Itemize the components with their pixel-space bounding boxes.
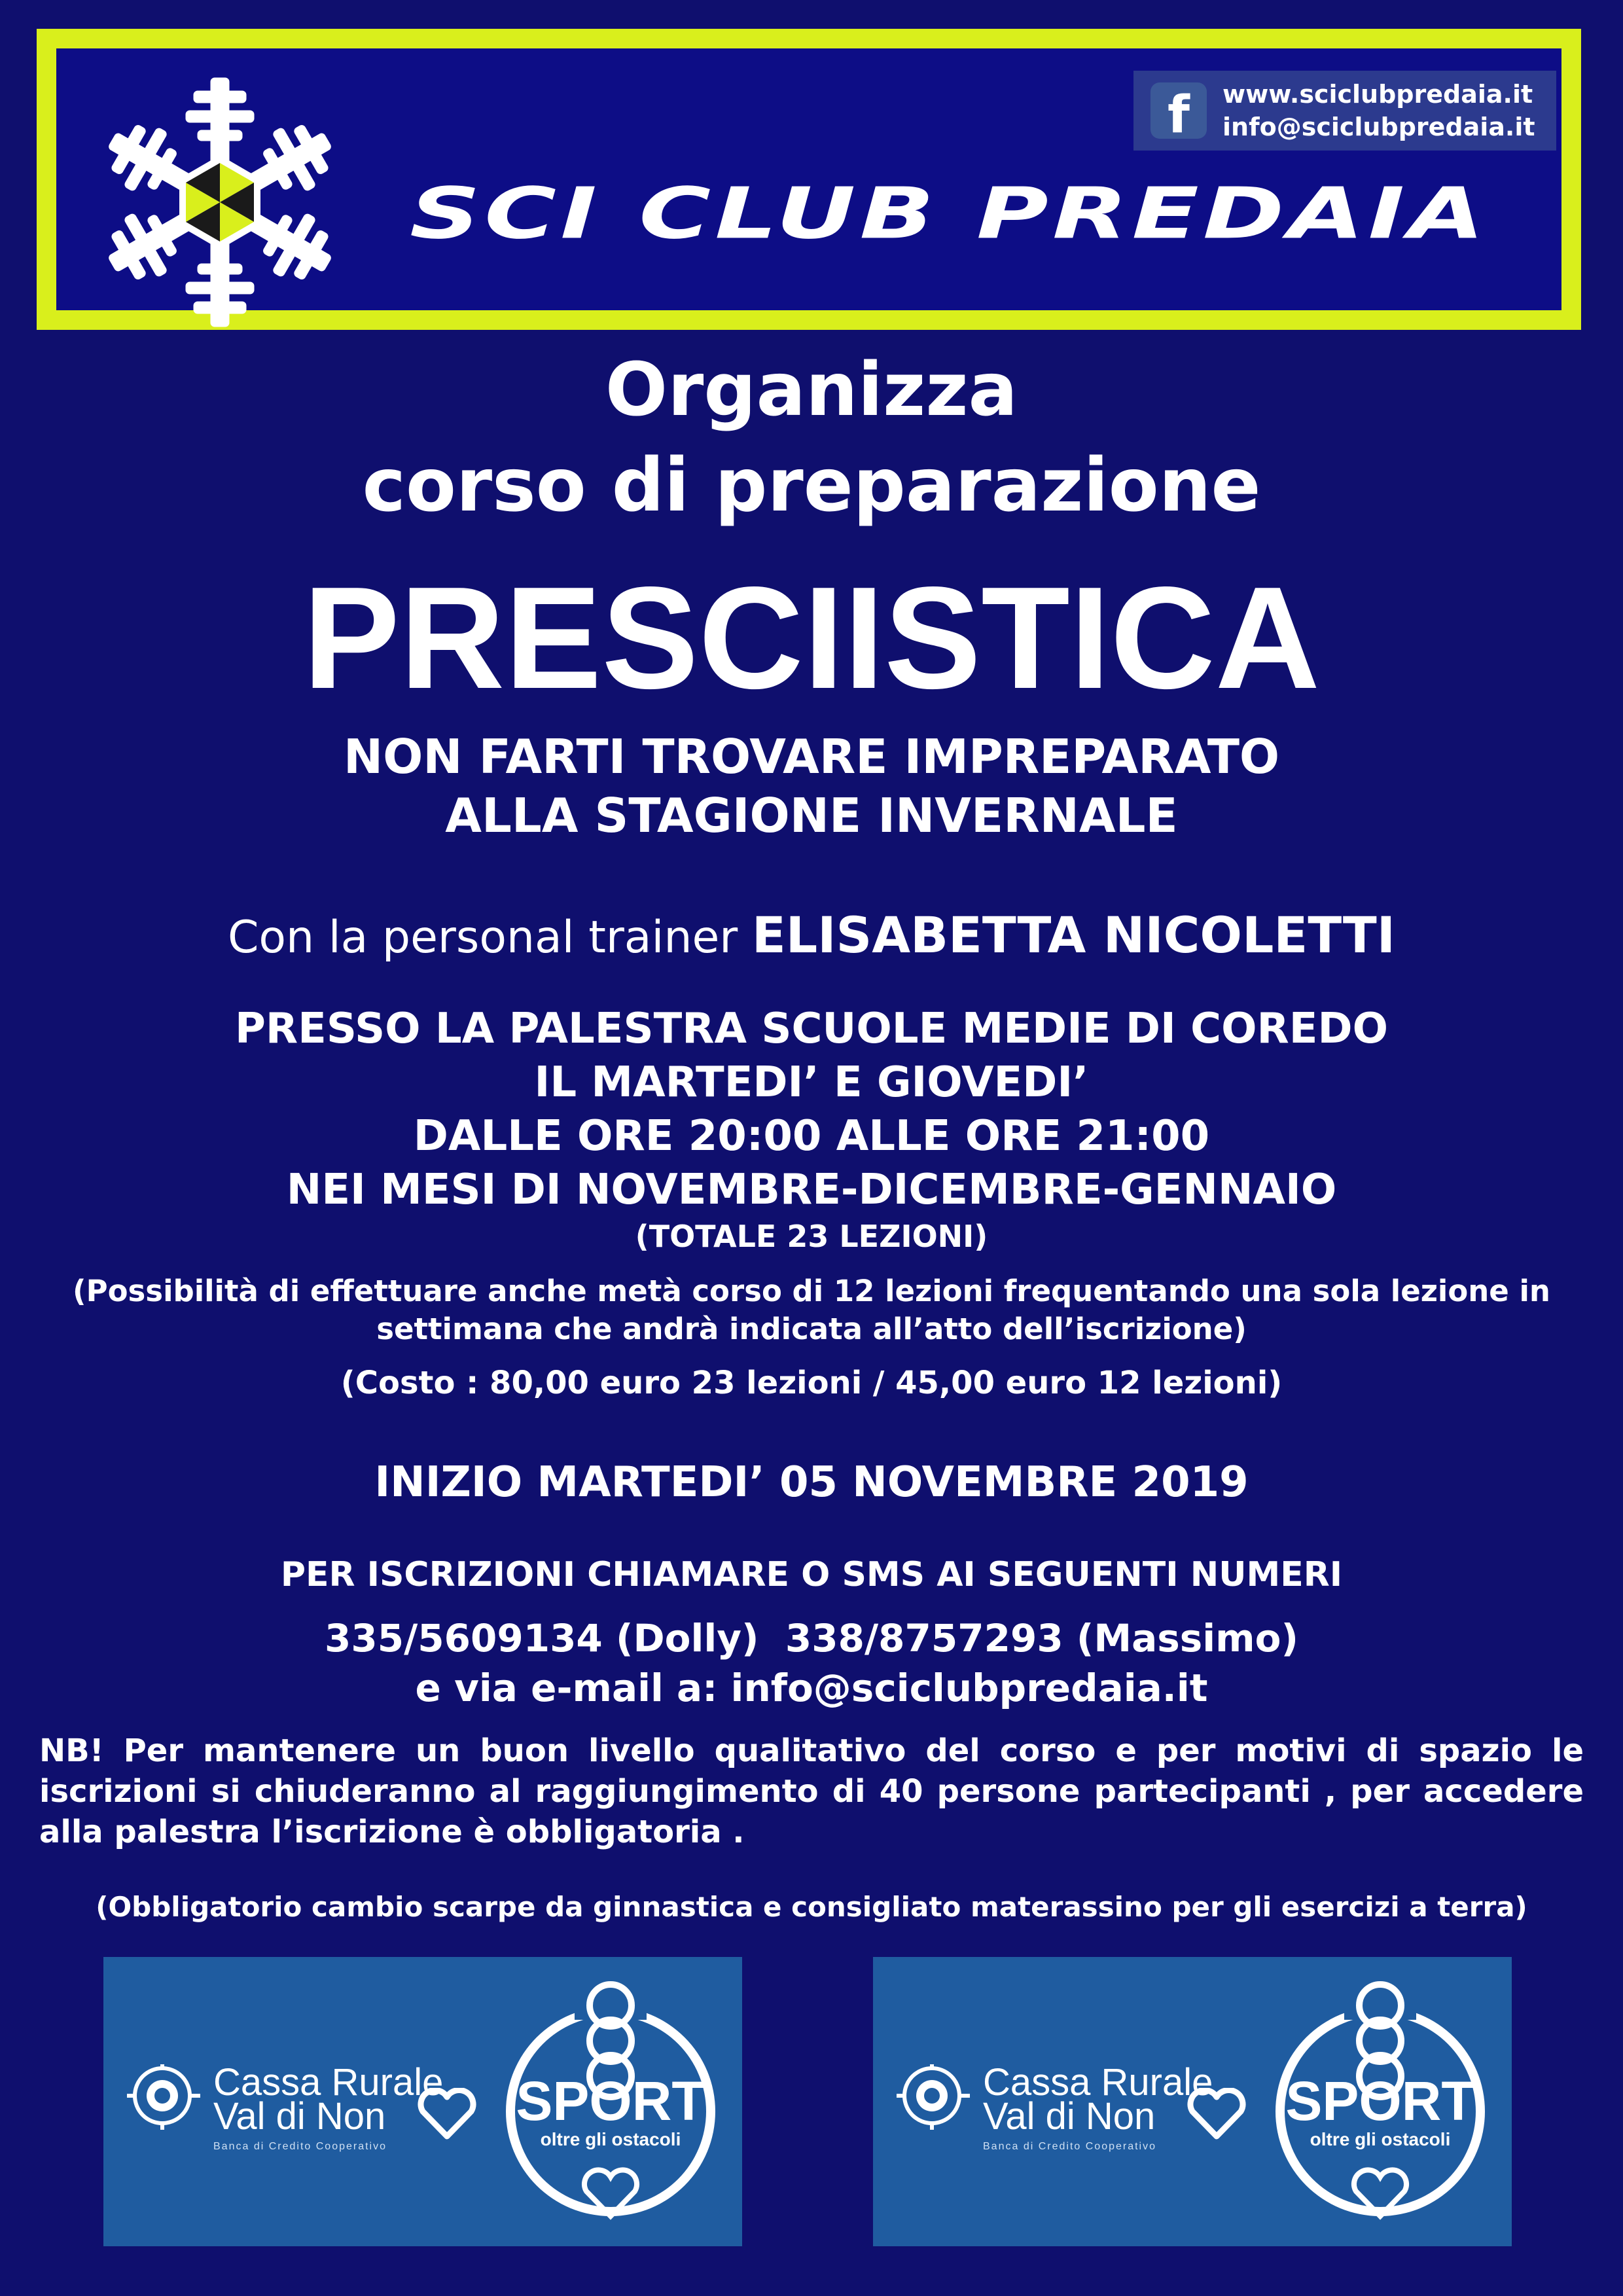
sport-tagline: oltre gli ostacoli [1310, 2129, 1451, 2149]
schedule-months: NEI MESI DI NOVEMBRE-DICEMBRE-GENNAIO [286, 1166, 1337, 1214]
sponsor-panel-left [103, 1957, 742, 2246]
footnote: (Obbligatorio cambio scarpe da ginnastica e consigliato materassino per gli esercizi a terra) [96, 1891, 1527, 1923]
sport-word: SPORT [1285, 2070, 1475, 2132]
cost-line: (Costo : 80,00 euro 23 lezioni / 45,00 euro 12 lezioni) [340, 1365, 1283, 1401]
schedule-place: PRESSO LA PALESTRA SCUOLE MEDIE DI COREDO [234, 1005, 1389, 1053]
header-banner [37, 29, 1581, 330]
schedule-days: IL MARTEDI’ E GIOVEDI’ [534, 1058, 1089, 1107]
header-banner-inner [56, 48, 1561, 310]
subtitle-line-2: ALLA STAGIONE INVERNALE [445, 788, 1178, 843]
heart-icon [418, 2088, 476, 2140]
bank-name-line-1: Cassa Rurale [983, 2061, 1213, 2104]
bank-name-line-2: Val di Non [213, 2095, 386, 2138]
cassa-rurale-emblem-icon [122, 2062, 207, 2134]
page-title: PRESCIISTICA [302, 557, 1321, 719]
website-link[interactable]: www.sciclubpredaia.it [1222, 80, 1533, 109]
registration-phones[interactable]: 335/5609134 (Dolly) 338/8757293 (Massimo) [325, 1616, 1298, 1660]
cassa-rurale-logo [891, 2062, 1245, 2193]
cassa-rurale-logo [122, 2062, 475, 2193]
bank-tagline: Banca di Credito Cooperativo [213, 2141, 387, 2152]
registration-email[interactable]: e via e-mail a: info@sciclubpredaia.it [415, 1666, 1208, 1710]
note-paragraph: NB! Per mantenere un buon livello qualitativo del corso e per motivi di spazio le iscrizioni si chiuderanno al raggiungimento di 40 persone partecipanti , per accedere alla palestra l’iscrizione è obbligatoria . [39, 1732, 1584, 1850]
email-link[interactable]: info@sciclubpredaia.it [1222, 113, 1535, 141]
subtitle-line-1: NON FARTI TROVARE IMPREPARATO [343, 729, 1280, 784]
schedule-hours: DALLE ORE 20:00 ALLE ORE 21:00 [413, 1112, 1210, 1160]
contact-box [1133, 71, 1556, 151]
heading-organizza: Organizza [605, 348, 1018, 433]
cassa-rurale-emblem-icon [891, 2062, 976, 2134]
trainer-name: ELISABETTA NICOLETTI [751, 906, 1396, 964]
club-title: SCI CLUB PREDAIA [410, 173, 1489, 255]
bank-name-line-2: Val di Non [983, 2095, 1156, 2138]
sponsor-panel-right [873, 1957, 1512, 2246]
trainer-line [0, 906, 1623, 967]
start-date: INIZIO MARTEDI’ 05 NOVEMBRE 2019 [374, 1458, 1249, 1507]
facebook-icon[interactable]: f [1150, 82, 1207, 139]
sport-tagline: oltre gli ostacoli [540, 2129, 681, 2149]
option-line-1: (Possibilità di effettuare anche metà corso di 12 lezioni frequentando una sola lezione in [73, 1274, 1550, 1308]
heading-corso: corso di preparazione [362, 443, 1261, 528]
bank-tagline: Banca di Credito Cooperativo [983, 2141, 1157, 2152]
option-line-2: settimana che andrà indicata all’atto dell’iscrizione) [376, 1312, 1247, 1346]
schedule-total: (TOTALE 23 LEZIONI) [635, 1219, 988, 1254]
trainer-prefix: Con la personal trainer [227, 912, 738, 963]
bank-name-line-1: Cassa Rurale [213, 2061, 444, 2104]
snowflake-logo-icon [82, 75, 357, 330]
registration-intro: PER ISCRIZIONI CHIAMARE O SMS AI SEGUENTI NUMERI [280, 1555, 1343, 1594]
heart-icon [1187, 2088, 1246, 2140]
sport-word: SPORT [516, 2070, 705, 2132]
